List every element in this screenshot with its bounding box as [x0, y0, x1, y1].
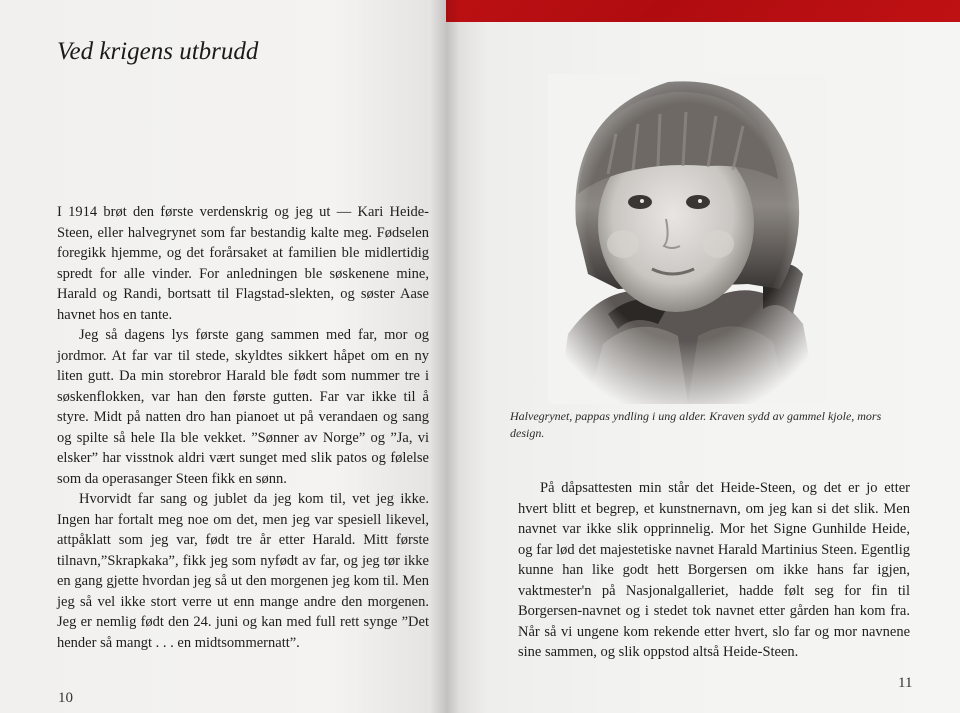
paragraph: Hvorvidt far sang og jublet da jeg kom til, vet jeg ikke. Ingen har fortalt meg noe om det, men jeg var spesiell likevel, attpåklatt som jeg var, født tre år etter Harald. Mitt første tilnavn,”Skrapkaka”, fikk jeg som nyfødt av far, og jeg tør ikke en gang gjette hvordan jeg så ut den morgenen jeg kom til. Men jeg så vel ikke stort verre ut enn mange andre den morgenen. Jeg er nemlig født den 24. juni og kan med full rett synge ”Det hender så mangt . . . en midtsommernatt”.: [57, 491, 429, 651]
page-number-left: 10: [58, 690, 73, 706]
book-gutter: [430, 0, 460, 713]
paragraph: Jeg så dagens lys første gang sammen med far, mor og jordmor. At far var til stede, skyldtes sikkert håpet om en ny liten gutt. Da min storebror Harald ble født som nummer tre i søskenflokken, var han den første gutten. Far var ikke til å styre. Midt på natten dro han pianoet ut på verandaen og sang og spilte så hele Ila ble vekket. ”Sønner av Norge” og ”Ja, vi elsker” har visstnok aldri vært sunget med slik patos og følelse som da operasanger Steen fikk en sønn.: [57, 327, 429, 487]
photo-caption: Halvegrynet, pappas yndling i ung alder. Kraven sydd av gammel kjole, mors design.: [510, 409, 882, 440]
paragraph: I 1914 brøt den første verdenskrig og jeg ut — Kari Heide-Steen, eller halvegrynet som far bestandig kalte meg. Fødselen foregikk hjemme, og det forårsaket at familien ble midlertidig spredt for alle vinder. For anledningen ble søskenene mine, Harald og Randi, bortsatt til Flagstad-slekten, og søster Aase havnet hos en tante.: [57, 204, 429, 323]
paragraph: På dåpsattesten min står det Heide-Steen, og det er jo etter hvert blitt et begrep, et kunstnernavn, om jeg kan si det slik. Men navnet var ikke slik opprinnelig. Mor het Signe Gunhilde Heide, og far lød det majestetiske navnet Harald Martinius Steen. Egentlig kunne han like godt hett Borgersen om ikke hans far igjen, vaktmester'n på Nasjonalgalleriet, hadde følt seg for fin til Borgersen-navnet og i stedet tok navnet etter gården han kom fra. Når så vi ungene kom rekende etter hvert, slo far og mor navnene sine sammen, og slik oppstod altså Heide-Steen.: [518, 480, 910, 660]
chapter-title: Ved krigens utbrudd: [57, 38, 259, 65]
left-page-body: [57, 202, 429, 653]
child-portrait-photo: [548, 74, 826, 404]
page-number-right: 11: [898, 675, 913, 691]
right-page-body: [518, 478, 910, 663]
